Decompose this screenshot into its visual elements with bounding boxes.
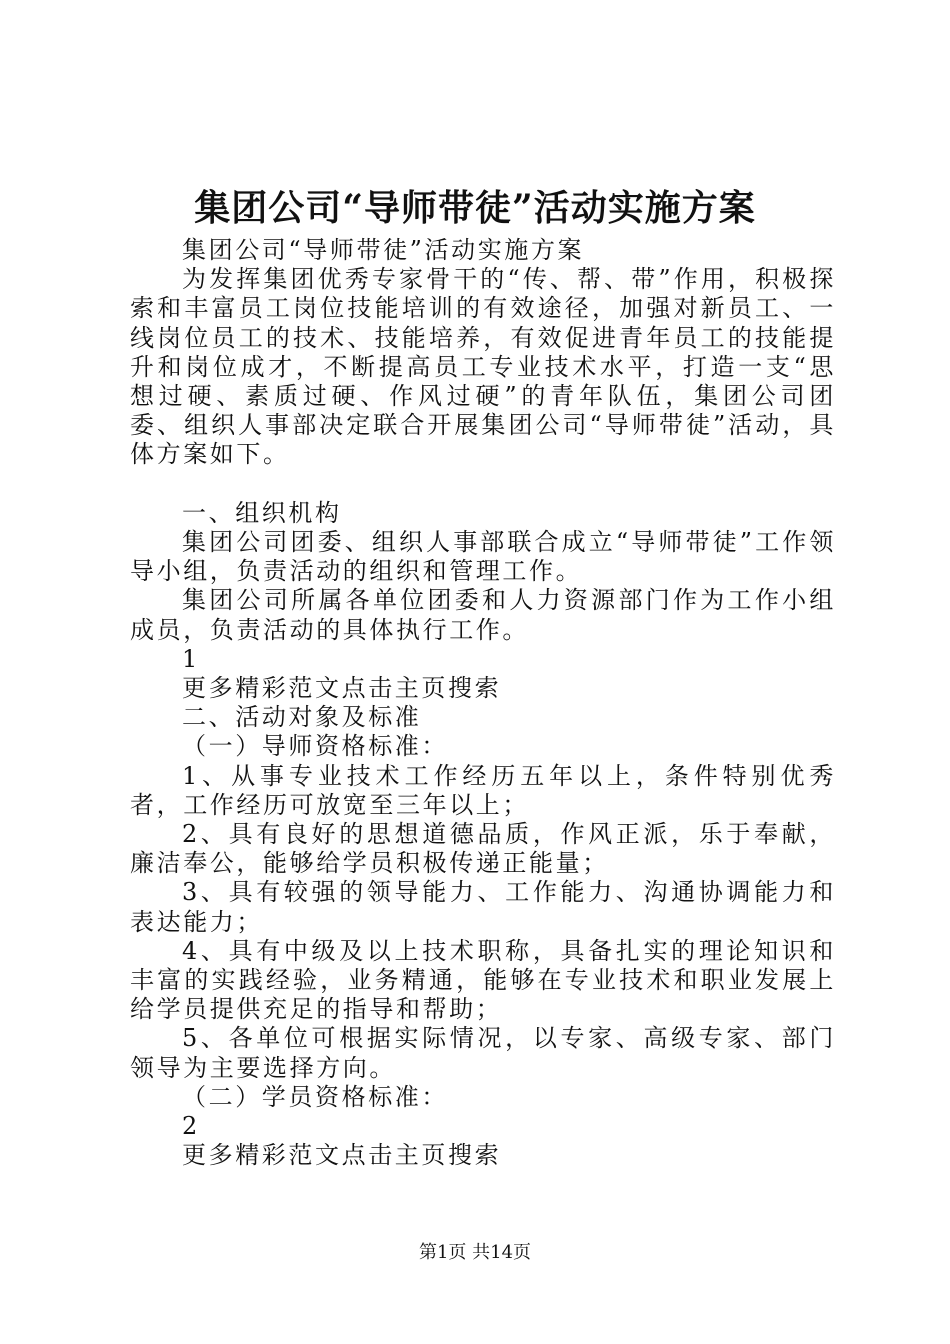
more-articles-link[interactable]: 更多精彩范文点击主页搜索 (182, 674, 502, 703)
document-title: 集团公司“导师带徒”活动实施方案 (194, 187, 756, 229)
mentor-criterion-2: 2、具有良好的思想道德品质，作风正派，乐于奉献，廉洁奉公，能够给学员积极传递正能量； (130, 820, 836, 878)
mentor-criterion-5: 5、各单位可根据实际情况，以专家、高级专家、部门领导为主要选择方向。 (130, 1024, 836, 1082)
subsection-heading-mentor: （一）导师资格标准： (182, 732, 448, 761)
organization-paragraph-2: 集团公司所属各单位团委和人力资源部门作为工作小组成员，负责活动的具体执行工作。 (130, 586, 836, 644)
section-heading-targets: 二、活动对象及标准 (182, 703, 422, 732)
page-number-marker: 1 (182, 644, 200, 673)
more-articles-link[interactable]: 更多精彩范文点击主页搜索 (182, 1141, 502, 1170)
blank-line (130, 470, 836, 499)
document-body (130, 236, 836, 1170)
page-footer: 第1页 共14页 (418, 1242, 532, 1263)
mentor-criterion-1: 1、从事专业技术工作经历五年以上，条件特别优秀者，工作经历可放宽至三年以上； (130, 761, 836, 819)
mentor-criterion-3: 3、具有较强的领导能力、工作能力、沟通协调能力和表达能力； (130, 878, 836, 936)
section-heading-organization: 一、组织机构 (182, 498, 342, 527)
subtitle-paragraph: 集团公司“导师带徒”活动实施方案 (182, 236, 585, 264)
mentor-criterion-4: 4、具有中级及以上技术职称，具备扎实的理论知识和丰富的实践经验，业务精通，能够在专业技术和职业发展上给学员提供充足的指导和帮助； (130, 936, 836, 1024)
intro-paragraph: 为发挥集团优秀专家骨干的“传、帮、带”作用，积极探索和丰富员工岗位技能培训的有效途径，加强对新员工、一线岗位员工的技术、技能培养，有效促进青年员工的技能提升和岗位成才，不断提高员工专业技术水平，打造一支“思想过硬、素质过硬、作风过硬”的青年队伍，集团公司团委、组织人事部决定联合开展集团公司“导师带徒”活动，具体方案如下。 (130, 265, 836, 469)
organization-paragraph-1: 集团公司团委、组织人事部联合成立“导师带徒”工作领导小组，负责活动的组织和管理工作。 (130, 528, 836, 586)
page-number-marker: 2 (182, 1112, 200, 1141)
subsection-heading-trainee: （二）学员资格标准： (182, 1082, 448, 1111)
